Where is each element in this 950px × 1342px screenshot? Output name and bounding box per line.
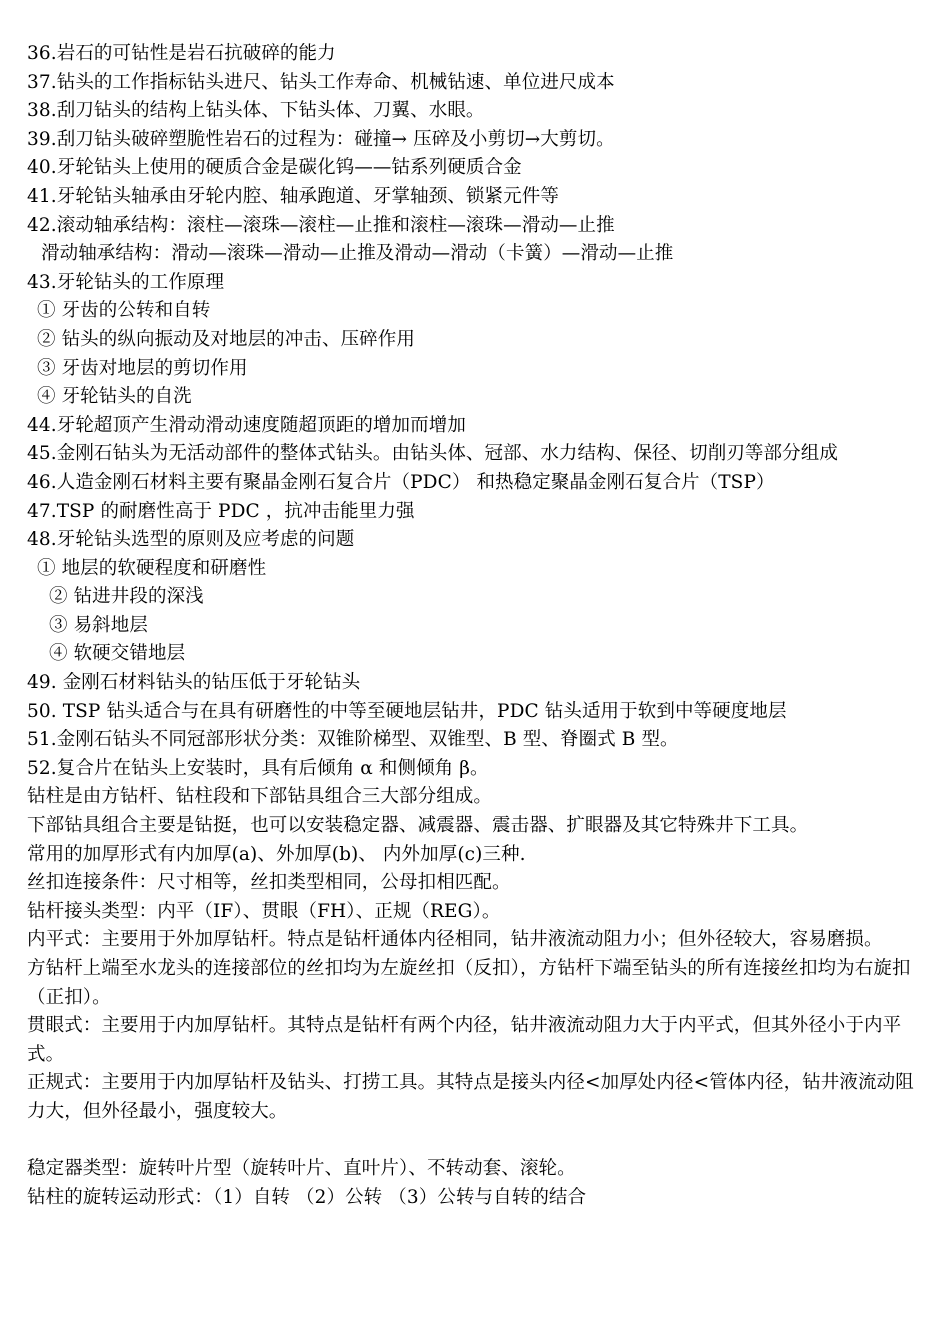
list-item: ③ 易斜地层 — [49, 614, 148, 636]
text-line: 44.牙轮超顶产生滑动滑动速度随超顶距的增加而增加 — [27, 414, 466, 436]
list-item: ② 钻进井段的深浅 — [49, 586, 204, 608]
text-line: 37.钻头的工作指标钻头进尺、钻头工作寿命、机械钻速、单位进尺成本 — [27, 71, 615, 93]
list-item: ④ 牙轮钻头的自洗 — [37, 386, 192, 408]
list-item: ④ 软硬交错地层 — [49, 643, 186, 665]
text-line: 正规式：主要用于内加厚钻杆及钻头、打捞工具。其特点是接头内径<加厚处内径<管体内径，钻井液流动阻力大，但外径最小，强度较大。 — [27, 1072, 914, 1122]
text-line: 稳定器类型：旋转叶片型（旋转叶片、直叶片）、不转动套、滚轮。 — [27, 1158, 576, 1180]
text-line: 36.岩石的可钻性是岩石抗破碎的能力 — [27, 43, 336, 64]
text-line: 48.牙轮钻头选型的原则及应考虑的问题 — [27, 529, 355, 551]
text-line: 贯眼式：主要用于内加厚钻杆。其特点是钻杆有两个内径，钻井液流动阻力大于内平式，但其外径小于内平式。 — [27, 1015, 902, 1065]
text-line: 38.刮刀钻头的结构上钻头体、下钻头体、刀翼、水眼。 — [27, 100, 485, 122]
text-line: 滑动轴承结构：滑动—滚珠—滑动—止推及滑动—滑动（卡簧）—滑动—止推 — [41, 243, 674, 265]
text-line: 常用的加厚形式有内加厚(a)、外加厚(b)、 内外加厚(c)三种. — [27, 843, 526, 865]
text-line: 丝扣连接条件：尺寸相等，丝扣类型相同，公母扣相匹配。 — [27, 872, 511, 894]
text-line: 49. 金刚石材料钻头的钻压低于牙轮钻头 — [27, 672, 361, 694]
text-line: 钻柱的旋转运动形式：（1）自转 （2）公转 （3）公转与自转的结合 — [27, 1186, 587, 1208]
text-line: 45.金刚石钻头为无活动部件的整体式钻头。由钻头体、冠部、水力结构、保径、切削刃等部分组成 — [27, 443, 838, 465]
text-line: 41.牙轮钻头轴承由牙轮内腔、轴承跑道、牙掌轴颈、锁紧元件等 — [27, 185, 559, 207]
document-body — [27, 40, 927, 1212]
text-line: 46.人造金刚石材料主要有聚晶金刚石复合片（PDC） 和热稳定聚晶金刚石复合片（TSP） — [27, 471, 775, 493]
blank-line — [27, 1127, 927, 1156]
text-line: 钻柱是由方钻杆、钻柱段和下部钻具组合三大部分组成。 — [27, 786, 493, 808]
text-line: 51.金刚石钻头不同冠部形状分类：双锥阶梯型、双锥型、B 型、脊圈式 B 型。 — [27, 729, 679, 751]
list-item: ③ 牙齿对地层的剪切作用 — [37, 357, 248, 379]
text-line: 50. TSP 钻头适合与在具有研磨性的中等至硬地层钻井，PDC 钻头适用于软到中等硬度地层 — [27, 700, 787, 722]
list-item: ① 牙齿的公转和自转 — [37, 300, 211, 322]
list-item: ① 地层的软硬程度和研磨性 — [37, 557, 267, 579]
text-line: 39.刮刀钻头破碎塑脆性岩石的过程为：碰撞→ 压碎及小剪切→大剪切。 — [27, 128, 615, 150]
text-line: 42.滚动轴承结构：滚柱—滚珠—滚柱—止推和滚柱—滚珠—滑动—止推 — [27, 214, 615, 236]
text-line: 内平式：主要用于外加厚钻杆。特点是钻杆通体内径相同，钻井液流动阻力小；但外径较大，容易磨损。 — [27, 929, 883, 951]
text-line: 钻杆接头类型：内平（IF）、贯眼（FH）、正规（REG）。 — [27, 900, 501, 922]
text-line: 43.牙轮钻头的工作原理 — [27, 271, 225, 293]
text-line: 下部钻具组合主要是钻挺，也可以安装稳定器、减震器、震击器、扩眼器及其它特殊井下工具。 — [27, 815, 809, 837]
text-line: 方钻杆上端至水龙头的连接部位的丝扣均为左旋丝扣（反扣），方钻杆下端至钻头的所有连接丝扣均为右旋扣（正扣）。 — [27, 958, 911, 1008]
text-line: 52.复合片在钻头上安装时，具有后倾角 α 和侧倾角 β。 — [27, 757, 489, 779]
text-line: 47.TSP 的耐磨性高于 PDC ，抗冲击能里力强 — [27, 500, 415, 522]
text-line: 40.牙轮钻头上使用的硬质合金是碳化钨——钴系列硬质合金 — [27, 157, 522, 179]
list-item: ② 钻头的纵向振动及对地层的冲击、压碎作用 — [37, 328, 415, 350]
